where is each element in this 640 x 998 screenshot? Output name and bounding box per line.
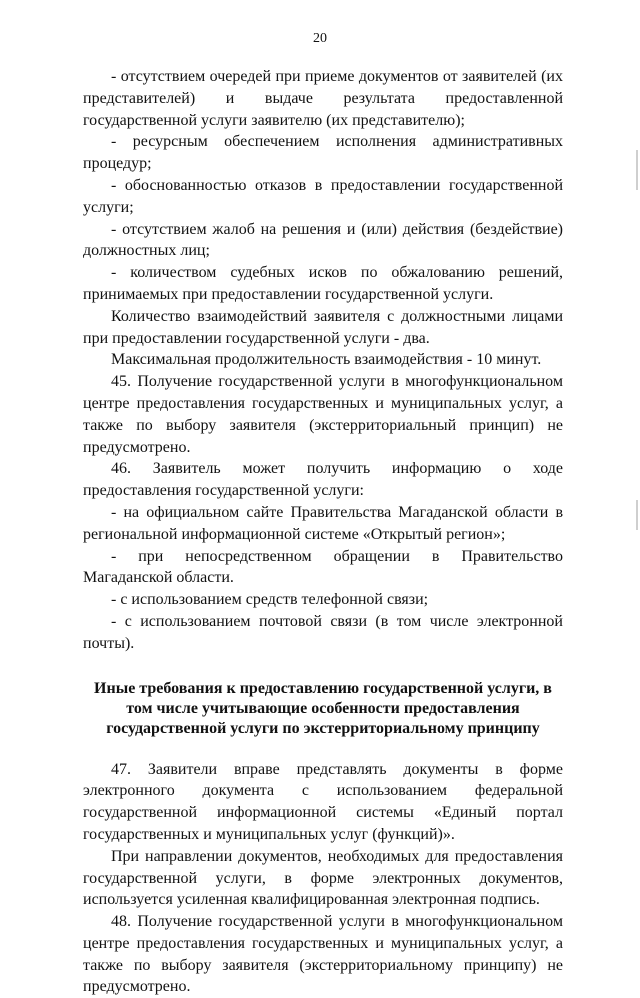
paragraph-electronic-signature: При направлении документов, необходимых для предоставления государственной услуги, в форме электронных документов, используется усиленная квалифицированная электронная подпись.: [83, 847, 563, 909]
section-heading: Иные требования к предоставлению государственной услуги, в том числе учитывающие особенности предоставления государственной услуги по экстерриториальному принципу: [94, 679, 552, 737]
paragraph-refusals: - обоснованностью отказов в предоставлении государственной услуги;: [83, 176, 563, 216]
paragraph-interaction-duration: Максимальная продолжительность взаимодействия - 10 минут.: [111, 351, 542, 369]
scan-edge-mark: [636, 500, 638, 530]
paragraph-queue-absence: - отсутствием очередей при приеме документов от заявителей (их представителей) и выдаче результата предоставленной государственной услуги заявителю (их представителю);: [83, 68, 563, 129]
paragraph-direct-appeal: - при непосредственном обращении в Правительство Магаданской области.: [83, 547, 563, 587]
paragraph-45: 45. Получение государственной услуги в многофункциональном центре предоставления государственных и муниципальных услуг, а также по выбору заявителя (экстерриториальный принцип) не предусмотрено.: [83, 373, 563, 456]
paragraph-official-site: - на официальном сайте Правительства Магаданской области в региональной информационной системе «Открытый регион»;: [83, 503, 563, 543]
paragraph-resources: - ресурсным обеспечением исполнения административных процедур;: [83, 133, 563, 173]
paragraph-46: 46. Заявитель может получить информацию о ходе предоставления государственной услуги:: [83, 460, 563, 500]
scan-edge-mark: [636, 150, 638, 190]
paragraph-48: 48. Получение государственной услуги в многофункциональном центре предоставления государственных и муниципальных услуг, а также по выбору заявителя (экстерриториальному принципу) не предусмотрено.: [83, 913, 563, 996]
paragraph-complaints: - отсутствием жалоб на решения и (или) действия (бездействие) должностных лиц;: [83, 220, 563, 260]
paragraph-phone: - с использованием средств телефонной связи;: [111, 591, 429, 609]
page-number: 20: [313, 31, 327, 46]
paragraph-interaction-count: Количество взаимодействий заявителя с должностными лицами при предоставлении государственной услуги - два.: [83, 307, 563, 347]
document-body: [83, 66, 563, 998]
paragraph-lawsuits: - количеством судебных исков по обжалованию решений, принимаемых при предоставлении государственной услуги.: [83, 264, 563, 303]
paragraph-47: 47. Заявители вправе представлять документы в форме электронного документа с использованием федеральной государственной информационной системы «Единый портал государственных и муниципальных услуг (функций)».: [83, 760, 563, 843]
paragraph-postal: - с использованием почтовой связи (в том числе электронной почты).: [83, 612, 563, 652]
